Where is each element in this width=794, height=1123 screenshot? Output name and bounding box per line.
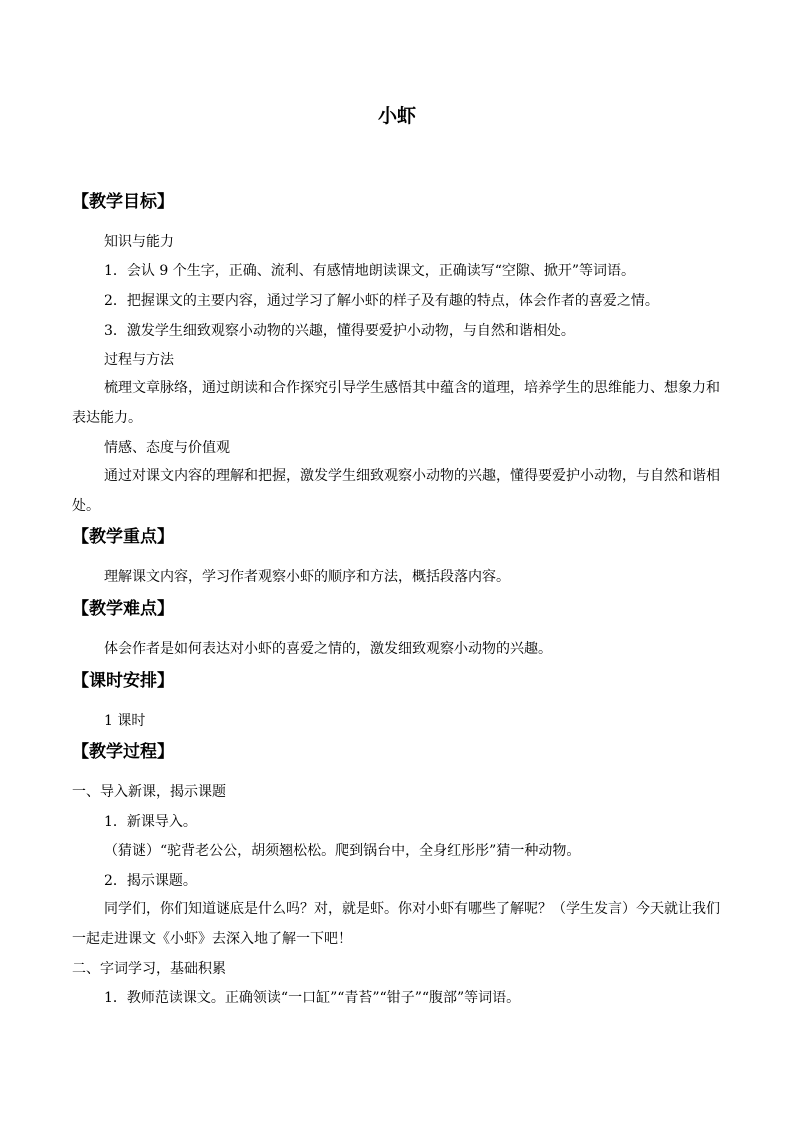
difficulties-text: 体会作者是如何表达对小虾的喜爱之情的，激发细致观察小动物的兴趣。: [104, 641, 552, 657]
key-points-text: 理解课文内容，学习作者观察小虾的顺序和方法，概括段落内容。: [104, 569, 510, 585]
heading-process: 【教学过程】: [72, 742, 174, 762]
heading-teaching-goals: 【教学目标】: [72, 192, 174, 212]
goal-knowledge-item-1: 1．会认 9 个生字，正确、流利、有感情地朗读课文，正确读写“空隙、掀开”等词语。: [104, 263, 636, 279]
goal-process-text: 梳理文章脉络，通过朗读和合作探究引导学生感悟其中蕴含的道理，培养学生的思维能力、想象力和表达能力。: [72, 380, 720, 426]
heading-difficulties: 【教学难点】: [72, 599, 174, 619]
process-part1-step1: 1．新课导入。: [104, 814, 197, 830]
process-part2-title: 二、字词学习，基础积累: [72, 961, 226, 977]
goal-knowledge-item-2: 2．把握课文的主要内容，通过学习了解小虾的样子及有趣的特点，体会作者的喜爱之情。: [104, 293, 659, 309]
goal-process-label: 过程与方法: [104, 352, 174, 368]
process-part2-step1: 1．教师范读课文。正确领读“一口缸”“青苔”“钳子”“腹部”等词语。: [104, 990, 521, 1006]
heading-key-points: 【教学重点】: [72, 527, 174, 547]
process-part1-riddle: （猜谜）“驼背老公公，胡须翘松松。爬到锅台中，全身红彤彤”猜一种动物。: [104, 843, 581, 859]
document-title: 小虾: [377, 105, 416, 127]
goal-knowledge-label: 知识与能力: [104, 234, 174, 250]
process-part1-text: 同学们，你们知道谜底是什么吗？对，就是虾。你对小虾有哪些了解呢？（学生发言）今天就让我们一起走进课文《小虾》去深入地了解一下吧！: [72, 901, 720, 947]
goal-emotion-label: 情感、态度与价值观: [104, 440, 230, 456]
schedule-text: 1 课时: [104, 713, 146, 729]
heading-schedule: 【课时安排】: [72, 671, 174, 691]
process-part1-step2: 2．揭示课题。: [104, 873, 197, 889]
process-part1-title: 一、导入新课，揭示课题: [72, 784, 226, 800]
goal-emotion-text: 通过对课文内容的理解和把握，激发学生细致观察小动物的兴趣，懂得要爱护小动物，与自然和谐相处。: [72, 468, 720, 514]
goal-knowledge-item-3: 3．激发学生细致观察小动物的兴趣，懂得要爱护小动物，与自然和谐相处。: [104, 323, 575, 339]
